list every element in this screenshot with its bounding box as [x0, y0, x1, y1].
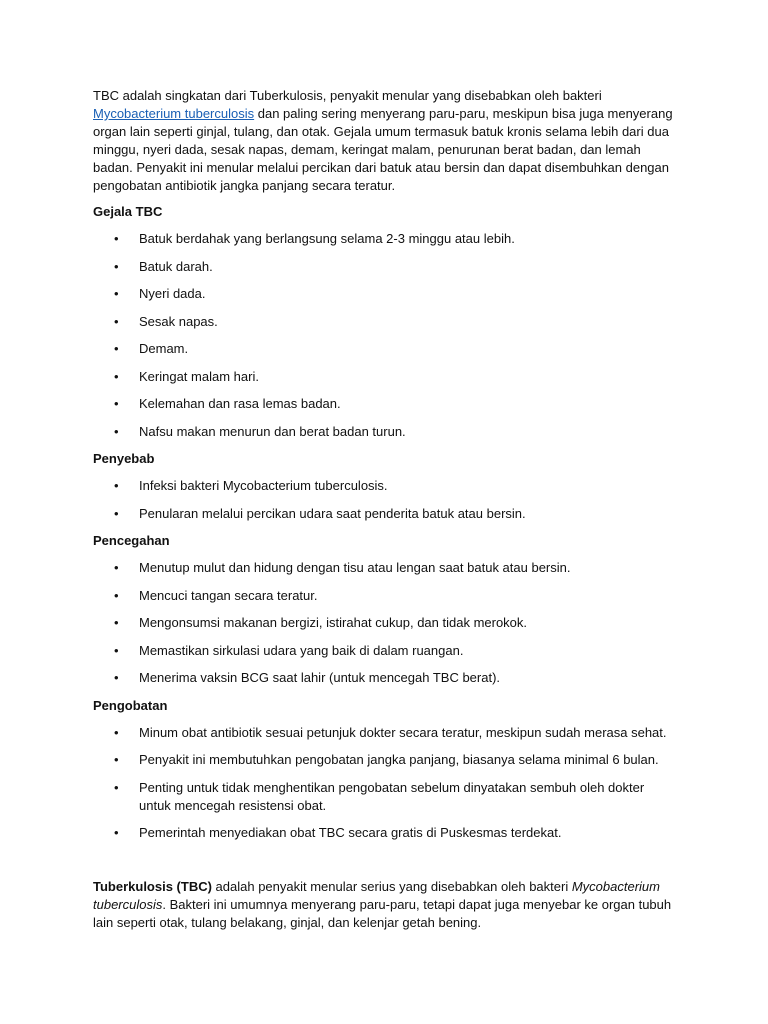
section-heading-penyebab: Penyebab: [93, 451, 155, 466]
list-item: • Demam.: [93, 340, 678, 358]
list-item: • Penyakit ini membutuhkan pengobatan jangka panjang, biasanya selama minimal 6 bulan.: [93, 751, 678, 769]
list-item: • Penting untuk tidak menghentikan pengobatan sebelum dinyatakan sembuh oleh dokter untuk mencegah resistensi obat.: [93, 779, 678, 815]
intro-paragraph: [93, 87, 678, 195]
penyebab-list: [93, 477, 678, 523]
list-item: • Kelemahan dan rasa lemas badan.: [93, 395, 678, 413]
list-item: • Minum obat antibiotik sesuai petunjuk dokter secara teratur, meskipun sudah merasa sehat.: [93, 724, 678, 742]
document-page: [93, 87, 678, 932]
list-item: • Penularan melalui percikan udara saat penderita batuk atau bersin.: [93, 505, 678, 523]
outro-paragraph: [93, 878, 678, 932]
list-item: • Mencuci tangan secara teratur.: [93, 587, 678, 605]
pencegahan-list: [93, 559, 678, 687]
list-item: • Memastikan sirkulasi udara yang baik di dalam ruangan.: [93, 642, 678, 660]
intro-text-after-link: dan paling sering menyerang paru-paru, meskipun bisa juga menyerang organ lain seperti ginjal, tulang, dan otak. Gejala umum termasuk batuk kronis selama lebih dari dua minggu, nyeri dada, sesak napas, demam, keringat malam, penurunan berat badan, dan lemah badan. Penyakit ini menular melalui percikan dari batuk atau bersin dan dapat disembuhkan dengan pengobatan antibiotik jangka panjang secara teratur.: [93, 106, 673, 193]
list-item: • Pemerintah menyediakan obat TBC secara gratis di Puskesmas terdekat.: [93, 824, 678, 842]
list-item: • Nafsu makan menurun dan berat badan turun.: [93, 423, 678, 441]
outro-text-part1: adalah penyakit menular serius yang disebabkan oleh bakteri: [211, 879, 572, 894]
section-heading-pencegahan: Pencegahan: [93, 533, 170, 548]
list-item: • Batuk darah.: [93, 258, 678, 276]
list-item: • Batuk berdahak yang berlangsung selama 2-3 minggu atau lebih.: [93, 230, 678, 248]
list-item: • Menutup mulut dan hidung dengan tisu atau lengan saat batuk atau bersin.: [93, 559, 678, 577]
section-heading-gejala: Gejala TBC: [93, 204, 163, 219]
outro-italic-term: Mycobacterium tuberculosis: [93, 879, 660, 912]
intro-text-before-link: TBC adalah singkatan dari Tuberkulosis, penyakit menular yang disebabkan oleh bakteri: [93, 88, 602, 103]
gejala-list: [93, 230, 678, 441]
section-heading-pengobatan: Pengobatan: [93, 697, 168, 713]
list-item: • Sesak napas.: [93, 313, 678, 331]
pengobatan-list: [93, 724, 678, 843]
mycobacterium-link[interactable]: Mycobacterium tuberculosis: [93, 106, 255, 121]
list-item: • Nyeri dada.: [93, 285, 678, 303]
list-item: • Mengonsumsi makanan bergizi, istirahat cukup, dan tidak merokok.: [93, 614, 678, 632]
list-item: • Infeksi bakteri Mycobacterium tuberculosis.: [93, 477, 678, 495]
list-item: • Keringat malam hari.: [93, 368, 678, 386]
outro-bold-term: Tuberkulosis (TBC): [93, 879, 212, 894]
outro-text-part2: . Bakteri ini umumnya menyerang paru-paru, tetapi dapat juga menyebar ke organ tubuh lain seperti otak, tulang belakang, ginjal, dan kelenjar getah bening.: [93, 897, 672, 930]
list-item: • Menerima vaksin BCG saat lahir (untuk mencegah TBC berat).: [93, 669, 678, 687]
